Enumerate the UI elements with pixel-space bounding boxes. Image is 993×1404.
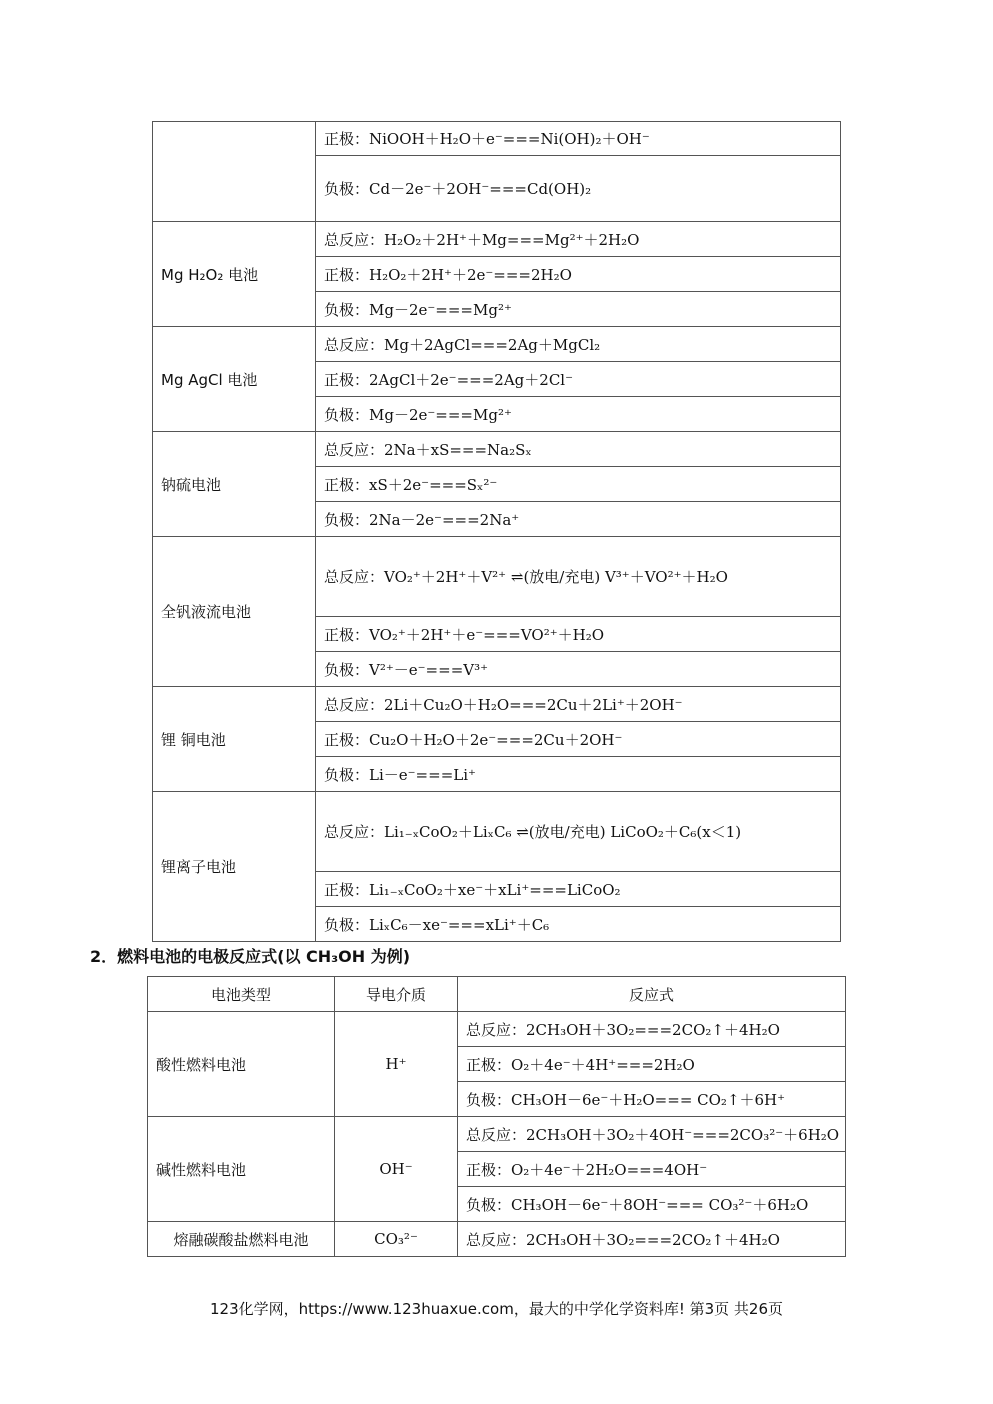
reaction-row: 正极：O₂＋4e⁻＋2H₂O===4OH⁻ [458,1152,846,1187]
reaction-row: 负极：LiₓC₆－xe⁻===xLi⁺＋C₆ [316,907,841,942]
reaction-row: 负极：Mg－2e⁻===Mg²⁺ [316,397,841,432]
header-cell: 导电介质 [335,977,458,1012]
reaction-row: 负极：Cd－2e⁻＋2OH⁻===Cd(OH)₂ [316,156,841,222]
cell-medium: H⁺ [335,1012,458,1117]
reaction-row: 总反应：2CH₃OH＋3O₂＋4OH⁻===2CO₃²⁻＋6H₂O [458,1117,846,1152]
reaction-row: 正极：Li₁₋ₓCoO₂＋xe⁻＋xLi⁺===LiCoO₂ [316,872,841,907]
battery-name [153,122,316,222]
battery-table [152,121,841,942]
page-footer: 123化学网，https://www.123huaxue.com，最大的中学化学资料库! 第3页 共26页 [209,1300,784,1318]
reaction-row: 负极：Mg－2e⁻===Mg²⁺ [316,292,841,327]
reaction-row: 总反应：VO₂⁺＋2H⁺＋V²⁺ ⇌(放电/充电) V³⁺＋VO²⁺＋H₂O [316,537,841,617]
reaction-row: 正极：Cu₂O＋H₂O＋2e⁻===2Cu＋2OH⁻ [316,722,841,757]
battery-name: Mg AgCl 电池 [153,327,316,432]
reaction-row: 正极：NiOOH＋H₂O＋e⁻===Ni(OH)₂＋OH⁻ [316,122,841,156]
fuel-cell-table [147,976,846,1257]
reaction-row: 正极：xS＋2e⁻===Sₓ²⁻ [316,467,841,502]
battery-name: Mg H₂O₂ 电池 [153,222,316,327]
reaction-row: 负极：2Na－2e⁻===2Na⁺ [316,502,841,537]
cell-type: 酸性燃料电池 [148,1012,335,1117]
reaction-row: 负极：CH₃OH－6e⁻＋H₂O=== CO₂↑＋6H⁺ [458,1082,846,1117]
reaction-row: 正极：H₂O₂＋2H⁺＋2e⁻===2H₂O [316,257,841,292]
battery-name: 钠硫电池 [153,432,316,537]
section-heading: 2．燃料电池的电极反应式(以 CH₃OH 为例) [90,947,411,966]
reaction-row: 总反应：H₂O₂＋2H⁺＋Mg===Mg²⁺＋2H₂O [316,222,841,257]
reaction-row: 正极：O₂＋4e⁻＋4H⁺===2H₂O [458,1047,846,1082]
reaction-row: 正极：VO₂⁺＋2H⁺＋e⁻===VO²⁺＋H₂O [316,617,841,652]
reaction-row: 总反应：2CH₃OH＋3O₂===2CO₂↑＋4H₂O [458,1222,846,1257]
header-cell: 反应式 [458,977,846,1012]
reaction-row: 负极：CH₃OH－6e⁻＋8OH⁻=== CO₃²⁻＋6H₂O [458,1187,846,1222]
reaction-row: 总反应：2Li＋Cu₂O＋H₂O===2Cu＋2Li⁺＋2OH⁻ [316,687,841,722]
reaction-row: 正极：2AgCl＋2e⁻===2Ag＋2Cl⁻ [316,362,841,397]
cell-medium: OH⁻ [335,1117,458,1222]
battery-name: 锂 铜电池 [153,687,316,792]
reaction-row: 总反应：Mg＋2AgCl===2Ag＋MgCl₂ [316,327,841,362]
reaction-row: 负极：Li－e⁻===Li⁺ [316,757,841,792]
battery-name: 锂离子电池 [153,792,316,942]
cell-medium: CO₃²⁻ [335,1222,458,1257]
reaction-row: 总反应：2CH₃OH＋3O₂===2CO₂↑＋4H₂O [458,1012,846,1047]
battery-name: 全钒液流电池 [153,537,316,687]
reaction-row: 负极：V²⁺－e⁻===V³⁺ [316,652,841,687]
cell-type: 熔融碳酸盐燃料电池 [148,1222,335,1257]
reaction-row: 总反应：2Na＋xS===Na₂Sₓ [316,432,841,467]
header-cell: 电池类型 [148,977,335,1012]
reaction-row: 总反应：Li₁₋ₓCoO₂＋LiₓC₆ ⇌(放电/充电) LiCoO₂＋C₆(x＜1) [316,792,841,872]
cell-type: 碱性燃料电池 [148,1117,335,1222]
